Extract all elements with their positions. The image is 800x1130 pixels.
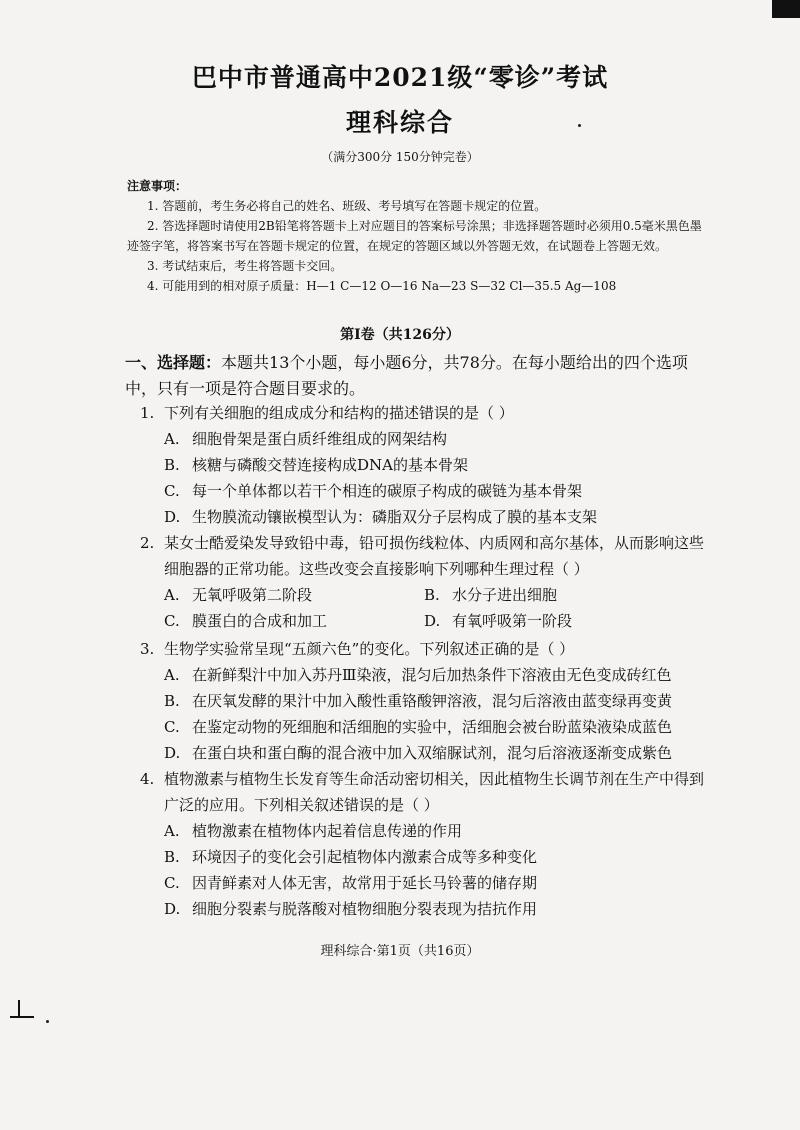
section-lead: 一、选择题：	[125, 353, 222, 372]
option-d[interactable]: D. 有氧呼吸第一阶段	[424, 612, 573, 630]
option-a[interactable]: A. 无氧呼吸第二阶段	[164, 586, 313, 604]
option-a[interactable]: A. 细胞骨架是蛋白质纤维组成的网架结构	[164, 430, 448, 448]
question-stem: 植物激素与植物生长发育等生命活动密切相关，因此植物生长调节剂在生产中得到广泛的应用。下列相关叙述错误的是（ ）	[164, 770, 705, 814]
notice-heading: 注意事项：	[127, 179, 188, 193]
exam-subject: 理科综合	[345, 108, 454, 137]
question-number: 3.	[140, 640, 155, 658]
question-stem: 生物学实验常呈现“五颜六色”的变化。下列叙述正确的是（ ）	[164, 640, 575, 658]
section-instructions	[125, 350, 705, 402]
option-c[interactable]: C. 每一个单体都以若干个相连的碳原子构成的碳链为基本骨架	[164, 482, 583, 500]
option-b[interactable]: B. 环境因子的变化会引起植物体内激素合成等多种变化	[164, 848, 538, 866]
section-text: 本题共13个小题，每小题6分，共78分。在每小题给出的四个选项中，只有一项是符合题目要求的。	[125, 353, 688, 398]
notice-item: 4. 可能用到的相对原子质量：H—1 C—12 O—16 Na—23 S—32 Cl—35.5 Ag—108	[147, 279, 617, 293]
option-c[interactable]: C. 在鉴定动物的死细胞和活细胞的实验中，活细胞会被台盼蓝染液染成蓝色	[164, 718, 673, 736]
part-title: 第Ⅰ卷（共126分）	[340, 327, 460, 343]
option-a[interactable]: A. 植物激素在植物体内起着信息传递的作用	[164, 822, 463, 840]
question-3	[140, 636, 705, 766]
option-d[interactable]: D. 细胞分裂素与脱落酸对植物细胞分裂表现为拮抗作用	[164, 900, 538, 918]
question-number: 4.	[140, 770, 155, 788]
notice-item: 2. 答选择题时请使用2B铅笔将答题卡上对应题目的答案标号涂黑；非选择题答题时必须用0.5毫米黑色墨迹签字笔，将答案书写在答题卡规定的位置，在规定的答题区域以外答题无效，在试题卷上答题无效。	[127, 219, 702, 253]
score-note: （满分300分 150分钟完卷）	[321, 150, 479, 164]
option-a[interactable]: A. 在新鲜梨汁中加入苏丹Ⅲ染液，混匀后加热条件下溶液由无色变成砖红色	[164, 666, 672, 684]
question-number: 2.	[140, 534, 155, 552]
option-d[interactable]: D. 在蛋白块和蛋白酶的混合液中加入双缩脲试剂，混匀后溶液逐渐变成紫色	[164, 744, 673, 762]
option-c[interactable]: C. 因青鲜素对人体无害，故常用于延长马铃薯的储存期	[164, 874, 538, 892]
question-stem: 某女士酷爱染发导致铅中毒，铅可损伤线粒体、内质网和高尔基体，从而影响这些细胞器的正常功能。这些改变会直接影响下列哪种生理过程（ ）	[164, 534, 705, 578]
notice-item: 1. 答题前，考生务必将自己的姓名、班级、考号填写在答题卡规定的位置。	[147, 199, 547, 213]
question-2	[140, 530, 705, 634]
option-c[interactable]: C. 膜蛋白的合成和加工	[164, 612, 328, 630]
notice-block	[127, 176, 702, 296]
crop-mark	[10, 1000, 34, 1022]
exam-title: 巴中市普通高中2021级“零诊”考试	[191, 63, 609, 92]
question-number: 1.	[140, 404, 155, 422]
option-b[interactable]: B. 水分子进出细胞	[424, 586, 558, 604]
option-d[interactable]: D. 生物膜流动镶嵌模型认为：磷脂双分子层构成了膜的基本支架	[164, 508, 598, 526]
question-stem: 下列有关细胞的组成成分和结构的描述错误的是（ ）	[164, 404, 514, 422]
scan-corner-mark	[772, 0, 800, 18]
option-b[interactable]: B. 在厌氧发酵的果汁中加入酸性重铬酸钾溶液，混匀后溶液由蓝变绿再变黄	[164, 692, 673, 710]
question-4	[140, 766, 705, 922]
scan-speck	[46, 1020, 49, 1023]
question-1	[140, 400, 705, 530]
notice-item: 3. 考试结束后，考生将答题卡交回。	[147, 259, 343, 273]
page-footer: 理科综合·第1页（共16页）	[320, 944, 480, 959]
scan-speck	[578, 124, 581, 127]
option-b[interactable]: B. 核糖与磷酸交替连接构成DNA的基本骨架	[164, 456, 468, 474]
